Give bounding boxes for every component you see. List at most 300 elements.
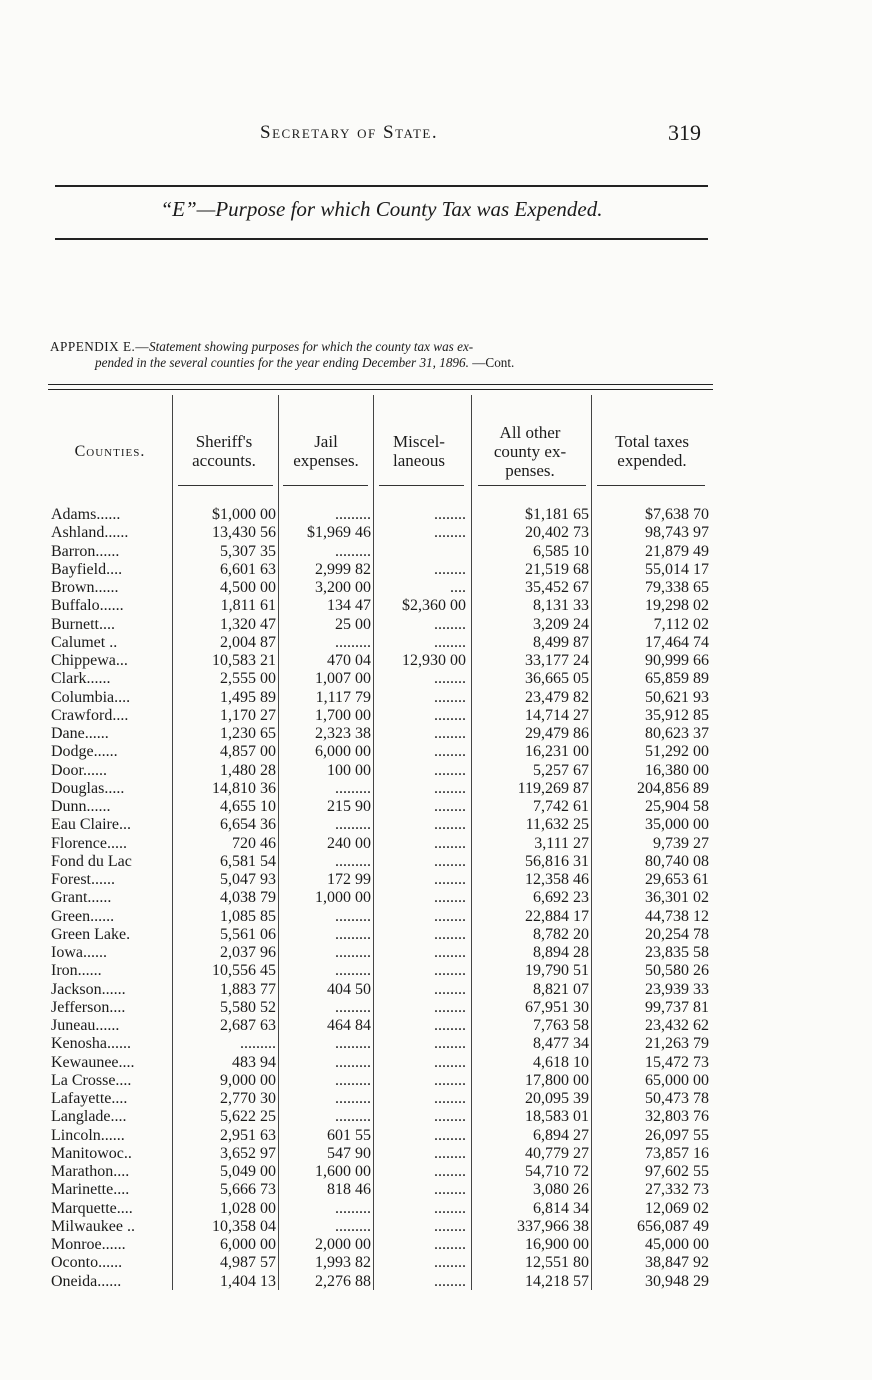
- other-cell: 19,790 51: [525, 962, 589, 980]
- jail-cell: 547 90: [327, 1144, 371, 1162]
- header-sheriff: Sheriff's accounts.: [192, 432, 256, 470]
- total-cell: 23,939 33: [645, 980, 709, 998]
- table-row: [48, 1054, 713, 1072]
- caption-lead: APPENDIX E.—: [50, 339, 150, 354]
- table-row: [48, 524, 713, 542]
- total-cell: 36,301 02: [645, 889, 709, 907]
- header-underline: [478, 485, 586, 486]
- table-row: [48, 1236, 713, 1254]
- misc-cell: ........: [434, 962, 466, 980]
- county-cell: Florence.....: [51, 834, 127, 852]
- total-cell: 23,835 58: [645, 944, 709, 961]
- jail-cell: 240 00: [327, 834, 371, 852]
- county-cell: Chippewa...: [51, 652, 128, 669]
- section-heading: “E”—Purpose for which County Tax was Expended.: [160, 197, 603, 221]
- table-row: [48, 506, 713, 524]
- county-cell: Clark......: [51, 670, 111, 688]
- county-cell: Door......: [51, 761, 107, 779]
- misc-cell: ........: [434, 1053, 466, 1071]
- misc-cell: ........: [434, 1199, 466, 1217]
- jail-cell: 404 50: [327, 980, 371, 998]
- misc-cell: ........: [434, 1071, 466, 1089]
- sheriff-cell: 13,430 56: [212, 524, 276, 542]
- county-cell: Green Lake.: [51, 925, 131, 943]
- other-cell: 35,452 67: [525, 579, 589, 596]
- other-cell: 3,111 27: [534, 834, 589, 852]
- other-cell: 6,894 27: [533, 1126, 589, 1144]
- county-cell: Dunn......: [51, 798, 111, 815]
- misc-cell: ........: [434, 761, 466, 779]
- county-cell: Marquette....: [51, 1199, 133, 1217]
- sheriff-cell: 2,687 63: [220, 1017, 276, 1034]
- table-row: [48, 725, 713, 743]
- misc-cell: ........: [434, 1254, 466, 1272]
- county-cell: Buffalo......: [51, 597, 124, 615]
- other-cell: 12,551 80: [525, 1254, 589, 1272]
- total-cell: 65,000 00: [645, 1071, 709, 1089]
- table-row: [48, 1273, 713, 1291]
- misc-cell: ........: [434, 725, 466, 742]
- sheriff-cell: 1,170 27: [220, 706, 276, 724]
- total-cell: 98,743 97: [645, 524, 709, 542]
- jail-cell: .........: [335, 816, 371, 834]
- jail-cell: .........: [335, 1199, 371, 1217]
- table-row: [48, 889, 713, 907]
- total-cell: 26,097 55: [645, 1126, 709, 1144]
- jail-cell: .........: [335, 907, 371, 925]
- other-cell: 7,763 58: [533, 1017, 589, 1034]
- sheriff-cell: 1,230 65: [220, 725, 276, 742]
- sheriff-cell: $1,000 00: [212, 506, 276, 523]
- total-cell: 30,948 29: [645, 1272, 709, 1290]
- total-cell: 97,602 55: [645, 1163, 709, 1180]
- county-cell: Forest......: [51, 871, 115, 888]
- jail-cell: 470 04: [327, 652, 371, 669]
- jail-cell: 2,999 82: [315, 560, 371, 578]
- table-row: [48, 853, 713, 871]
- other-cell: 40,779 27: [525, 1144, 589, 1162]
- table-row: [48, 1200, 713, 1218]
- other-cell: 18,583 01: [525, 1108, 589, 1126]
- table-row: [48, 1145, 713, 1163]
- sheriff-cell: 6,000 00: [220, 1236, 276, 1253]
- misc-cell: ........: [434, 524, 466, 542]
- county-cell: Jackson......: [51, 980, 126, 998]
- other-cell: 6,585 10: [533, 542, 589, 560]
- sheriff-cell: 4,857 00: [220, 743, 276, 761]
- other-cell: 20,095 39: [525, 1090, 589, 1107]
- jail-cell: 1,600 00: [315, 1163, 371, 1180]
- other-cell: 8,782 20: [533, 925, 589, 943]
- header-total: Total taxes expended.: [615, 432, 689, 470]
- misc-cell: ........: [434, 907, 466, 925]
- jail-cell: 25 00: [335, 615, 371, 633]
- county-cell: Calumet ..: [51, 633, 118, 651]
- header-counties: Counties.: [74, 442, 146, 460]
- jail-cell: 601 55: [327, 1126, 371, 1144]
- total-cell: 35,000 00: [645, 816, 709, 834]
- total-cell: 44,738 12: [645, 907, 709, 925]
- misc-cell: ........: [434, 1144, 466, 1162]
- total-cell: 25,904 58: [645, 798, 709, 815]
- sheriff-cell: 2,555 00: [220, 670, 276, 688]
- jail-cell: 1,117 79: [315, 688, 371, 706]
- sheriff-cell: 5,307 35: [220, 542, 276, 560]
- other-cell: 3,080 26: [533, 1181, 589, 1199]
- other-cell: 36,665 05: [525, 670, 589, 688]
- misc-cell: ........: [434, 615, 466, 633]
- sheriff-cell: 14,810 36: [212, 779, 276, 797]
- header-jail: Jail expenses.: [293, 432, 359, 470]
- total-cell: 204,856 89: [637, 779, 709, 797]
- jail-cell: .........: [335, 1035, 371, 1053]
- misc-cell: ........: [434, 706, 466, 724]
- misc-cell: ........: [434, 1090, 466, 1107]
- table-row: [48, 908, 713, 926]
- total-cell: 20,254 78: [645, 925, 709, 943]
- misc-cell: ........: [434, 1236, 466, 1253]
- header-underline: [178, 485, 273, 486]
- jail-cell: 2,323 38: [315, 725, 371, 742]
- county-cell: Jefferson....: [51, 998, 126, 1016]
- sheriff-cell: 5,580 52: [220, 998, 276, 1016]
- misc-cell: ........: [434, 889, 466, 907]
- jail-cell: .........: [335, 925, 371, 943]
- other-cell: 8,477 34: [533, 1035, 589, 1053]
- header-underline: [379, 485, 464, 486]
- header-other: All other county ex- penses.: [493, 422, 567, 480]
- misc-cell: ........: [434, 871, 466, 888]
- table-caption: [50, 339, 715, 371]
- sheriff-cell: 2,770 30: [220, 1090, 276, 1107]
- county-cell: Fond du Lac: [51, 852, 132, 870]
- heading-rule: [55, 238, 708, 240]
- jail-cell: .........: [335, 1217, 371, 1235]
- total-cell: 51,292 00: [645, 743, 709, 761]
- sheriff-cell: 1,028 00: [220, 1199, 276, 1217]
- misc-cell: ........: [434, 816, 466, 834]
- jail-cell: 6,000 00: [315, 743, 371, 761]
- sheriff-cell: 5,666 73: [220, 1181, 276, 1199]
- misc-cell: ........: [434, 506, 466, 523]
- total-cell: 21,879 49: [645, 542, 709, 560]
- misc-cell: ........: [434, 743, 466, 761]
- misc-cell: ........: [434, 1181, 466, 1199]
- county-cell: Marathon....: [51, 1163, 130, 1180]
- total-cell: 16,380 00: [645, 761, 709, 779]
- total-cell: 656,087 49: [637, 1217, 709, 1235]
- county-cell: Dodge......: [51, 743, 118, 761]
- other-cell: 8,499 87: [533, 633, 589, 651]
- sheriff-cell: 10,583 21: [212, 652, 276, 669]
- table-row: [48, 689, 713, 707]
- county-cell: Crawford....: [51, 706, 129, 724]
- total-cell: 32,803 76: [645, 1108, 709, 1126]
- total-cell: 50,473 78: [645, 1090, 709, 1107]
- jail-cell: 134 47: [327, 597, 371, 615]
- jail-cell: $1,969 46: [307, 524, 371, 542]
- top-rule: [55, 185, 708, 187]
- misc-cell: ........: [434, 560, 466, 578]
- table-row: [48, 561, 713, 579]
- jail-cell: 2,276 88: [315, 1272, 371, 1290]
- table-top-rule: [48, 384, 713, 385]
- county-cell: Columbia....: [51, 688, 131, 706]
- jail-cell: .........: [335, 1108, 371, 1126]
- table-row: [48, 634, 713, 652]
- total-cell: 73,857 16: [645, 1144, 709, 1162]
- county-cell: Bayfield....: [51, 560, 123, 578]
- sheriff-cell: 1,811 61: [220, 597, 276, 615]
- jail-cell: 818 46: [327, 1181, 371, 1199]
- county-cell: Manitowoc..: [51, 1144, 132, 1162]
- table-row: [48, 871, 713, 889]
- other-cell: 6,814 34: [533, 1199, 589, 1217]
- sheriff-cell: 1,495 89: [220, 688, 276, 706]
- county-cell: Milwaukee ..: [51, 1217, 135, 1235]
- total-cell: 17,464 74: [645, 633, 709, 651]
- sheriff-cell: 4,655 10: [220, 798, 276, 815]
- other-cell: 16,231 00: [525, 743, 589, 761]
- total-cell: 19,298 02: [645, 597, 709, 615]
- sheriff-cell: 9,000 00: [220, 1071, 276, 1089]
- caption-line1: Statement showing purposes for which the county tax was ex-: [149, 339, 474, 354]
- other-cell: 22,884 17: [525, 907, 589, 925]
- table-row: [48, 1163, 713, 1181]
- jail-cell: 172 99: [327, 871, 371, 888]
- other-cell: 8,894 28: [533, 944, 589, 961]
- other-cell: 54,710 72: [525, 1163, 589, 1180]
- table-row: [48, 1181, 713, 1199]
- total-cell: 99,737 81: [645, 998, 709, 1016]
- misc-cell: ........: [434, 1108, 466, 1126]
- county-cell: Green......: [51, 907, 115, 925]
- total-cell: 29,653 61: [645, 871, 709, 888]
- misc-cell: ........: [434, 1035, 466, 1053]
- county-cell: Dane......: [51, 725, 109, 742]
- header-misc: Miscel- laneous: [393, 432, 445, 470]
- jail-cell: 2,000 00: [315, 1236, 371, 1253]
- sheriff-cell: 5,049 00: [220, 1163, 276, 1180]
- jail-cell: 215 90: [327, 798, 371, 815]
- misc-cell: ........: [434, 670, 466, 688]
- sheriff-cell: 10,358 04: [212, 1217, 276, 1235]
- total-cell: 79,338 65: [645, 579, 709, 596]
- jail-cell: .........: [335, 944, 371, 961]
- table-row: [48, 926, 713, 944]
- county-cell: Marinette....: [51, 1181, 130, 1199]
- county-cell: Monroe......: [51, 1236, 126, 1253]
- jail-cell: .........: [335, 542, 371, 560]
- misc-cell: ........: [434, 779, 466, 797]
- total-cell: 21,263 79: [645, 1035, 709, 1053]
- jail-cell: 1,700 00: [315, 706, 371, 724]
- sheriff-cell: 4,987 57: [220, 1254, 276, 1272]
- county-cell: Langlade....: [51, 1108, 127, 1126]
- tax-table: [48, 380, 713, 1290]
- jail-cell: 1,993 82: [315, 1254, 371, 1272]
- jail-cell: .........: [335, 998, 371, 1016]
- total-cell: 9,739 27: [653, 834, 709, 852]
- misc-cell: ........: [434, 1217, 466, 1235]
- sheriff-cell: 720 46: [232, 834, 276, 852]
- table-row: [48, 1218, 713, 1236]
- sheriff-cell: .........: [240, 1035, 276, 1053]
- other-cell: 29,479 86: [525, 725, 589, 742]
- total-cell: 55,014 17: [645, 560, 709, 578]
- sheriff-cell: 1,883 77: [220, 980, 276, 998]
- other-cell: 20,402 73: [525, 524, 589, 542]
- table-row: [48, 670, 713, 688]
- jail-cell: 100 00: [327, 761, 371, 779]
- other-cell: 337,966 38: [517, 1217, 589, 1235]
- misc-cell: ........: [434, 798, 466, 815]
- table-row: [48, 707, 713, 725]
- page-number: 319: [668, 120, 701, 145]
- table-row: [48, 762, 713, 780]
- other-cell: 12,358 46: [525, 871, 589, 888]
- other-cell: 119,269 87: [517, 779, 589, 797]
- other-cell: 11,632 25: [525, 816, 589, 834]
- total-cell: 38,847 92: [645, 1254, 709, 1272]
- total-cell: 12,069 02: [645, 1199, 709, 1217]
- county-cell: Burnett....: [51, 615, 115, 633]
- sheriff-cell: 1,085 85: [220, 907, 276, 925]
- misc-cell: ........: [434, 1163, 466, 1180]
- misc-cell: ........: [434, 1126, 466, 1144]
- table-row: [48, 962, 713, 980]
- county-cell: La Crosse....: [51, 1071, 132, 1089]
- sheriff-cell: 6,654 36: [220, 816, 276, 834]
- sheriff-cell: 6,581 54: [220, 852, 276, 870]
- table-row: [48, 835, 713, 853]
- county-cell: Brown......: [51, 579, 119, 596]
- misc-cell: ........: [434, 944, 466, 961]
- sheriff-cell: 4,500 00: [220, 579, 276, 596]
- other-cell: 21,519 68: [525, 560, 589, 578]
- county-cell: Ashland......: [51, 524, 129, 542]
- other-cell: 14,714 27: [525, 706, 589, 724]
- county-cell: Lincoln......: [51, 1126, 125, 1144]
- sheriff-cell: 2,951 63: [220, 1126, 276, 1144]
- jail-cell: .........: [335, 779, 371, 797]
- table-row: [48, 944, 713, 962]
- header-underline: [283, 485, 368, 486]
- sheriff-cell: 483 94: [232, 1053, 276, 1071]
- table-row: [48, 816, 713, 834]
- misc-cell: ........: [434, 980, 466, 998]
- table-body: [48, 506, 713, 1291]
- county-cell: Grant......: [51, 889, 112, 907]
- table-row: [48, 743, 713, 761]
- misc-cell: ........: [434, 1272, 466, 1290]
- county-cell: Eau Claire...: [51, 816, 131, 834]
- total-cell: 23,432 62: [645, 1017, 709, 1034]
- jail-cell: .........: [335, 633, 371, 651]
- jail-cell: 1,000 00: [315, 889, 371, 907]
- misc-cell: ........: [434, 852, 466, 870]
- other-cell: 67,951 30: [525, 998, 589, 1016]
- other-cell: 3,209 24: [533, 615, 589, 633]
- running-title: Secretary of State.: [260, 122, 439, 143]
- header-underline: [597, 485, 705, 486]
- jail-cell: 464 84: [327, 1017, 371, 1034]
- jail-cell: 3,200 00: [315, 579, 371, 596]
- table-row: [48, 579, 713, 597]
- sheriff-cell: 1,404 13: [220, 1272, 276, 1290]
- sheriff-cell: 4,038 79: [220, 889, 276, 907]
- county-cell: Kenosha......: [51, 1035, 131, 1053]
- jail-cell: .........: [335, 506, 371, 523]
- total-cell: 35,912 85: [645, 706, 709, 724]
- other-cell: 56,816 31: [525, 852, 589, 870]
- other-cell: 17,800 00: [525, 1071, 589, 1089]
- table-top-rule-2: [48, 389, 713, 390]
- other-cell: 14,218 57: [525, 1272, 589, 1290]
- caption-cont: —Cont.: [472, 355, 515, 370]
- table-row: [48, 1127, 713, 1145]
- caption-line2: pended in the several counties for the year ending December 31, 1896.: [95, 355, 469, 370]
- table-row: [48, 1035, 713, 1053]
- sheriff-cell: 5,622 25: [220, 1108, 276, 1126]
- other-cell: 5,257 67: [533, 761, 589, 779]
- total-cell: 50,580 26: [645, 962, 709, 980]
- other-cell: 6,692 23: [533, 889, 589, 907]
- other-cell: 23,479 82: [525, 688, 589, 706]
- misc-cell: 12,930 00: [402, 652, 466, 669]
- sheriff-cell: 1,480 28: [220, 761, 276, 779]
- table-row: [48, 597, 713, 615]
- misc-cell: ........: [434, 1017, 466, 1034]
- sheriff-cell: 3,652 97: [220, 1144, 276, 1162]
- other-cell: 33,177 24: [525, 652, 589, 669]
- other-cell: 8,821 07: [533, 980, 589, 998]
- sheriff-cell: 5,047 93: [220, 871, 276, 888]
- jail-cell: .........: [335, 1090, 371, 1107]
- misc-cell: ........: [434, 925, 466, 943]
- county-cell: Barron......: [51, 542, 120, 560]
- other-cell: 4,618 10: [533, 1053, 589, 1071]
- sheriff-cell: 5,561 06: [220, 925, 276, 943]
- total-cell: 45,000 00: [645, 1236, 709, 1253]
- jail-cell: 1,007 00: [315, 670, 371, 688]
- total-cell: 7,112 02: [653, 615, 709, 633]
- total-cell: 15,472 73: [645, 1053, 709, 1071]
- table-row: [48, 981, 713, 999]
- other-cell: 7,742 61: [533, 798, 589, 815]
- county-cell: Douglas.....: [51, 779, 125, 797]
- other-cell: 8,131 33: [533, 597, 589, 615]
- county-cell: Adams......: [51, 506, 121, 523]
- sheriff-cell: 6,601 63: [220, 560, 276, 578]
- table-row: [48, 1017, 713, 1035]
- total-cell: 80,623 37: [645, 725, 709, 742]
- misc-cell: ........: [434, 688, 466, 706]
- sheriff-cell: 10,556 45: [212, 962, 276, 980]
- total-cell: 80,740 08: [645, 852, 709, 870]
- county-cell: Iowa......: [51, 944, 107, 961]
- table-row: [48, 1090, 713, 1108]
- misc-cell: ....: [450, 579, 466, 596]
- table-row: [48, 798, 713, 816]
- sheriff-cell: 2,004 87: [220, 633, 276, 651]
- table-row: [48, 1108, 713, 1126]
- misc-cell: ........: [434, 834, 466, 852]
- jail-cell: .........: [335, 962, 371, 980]
- county-cell: Oconto......: [51, 1254, 123, 1272]
- total-cell: $7,638 70: [645, 506, 709, 523]
- jail-cell: .........: [335, 1071, 371, 1089]
